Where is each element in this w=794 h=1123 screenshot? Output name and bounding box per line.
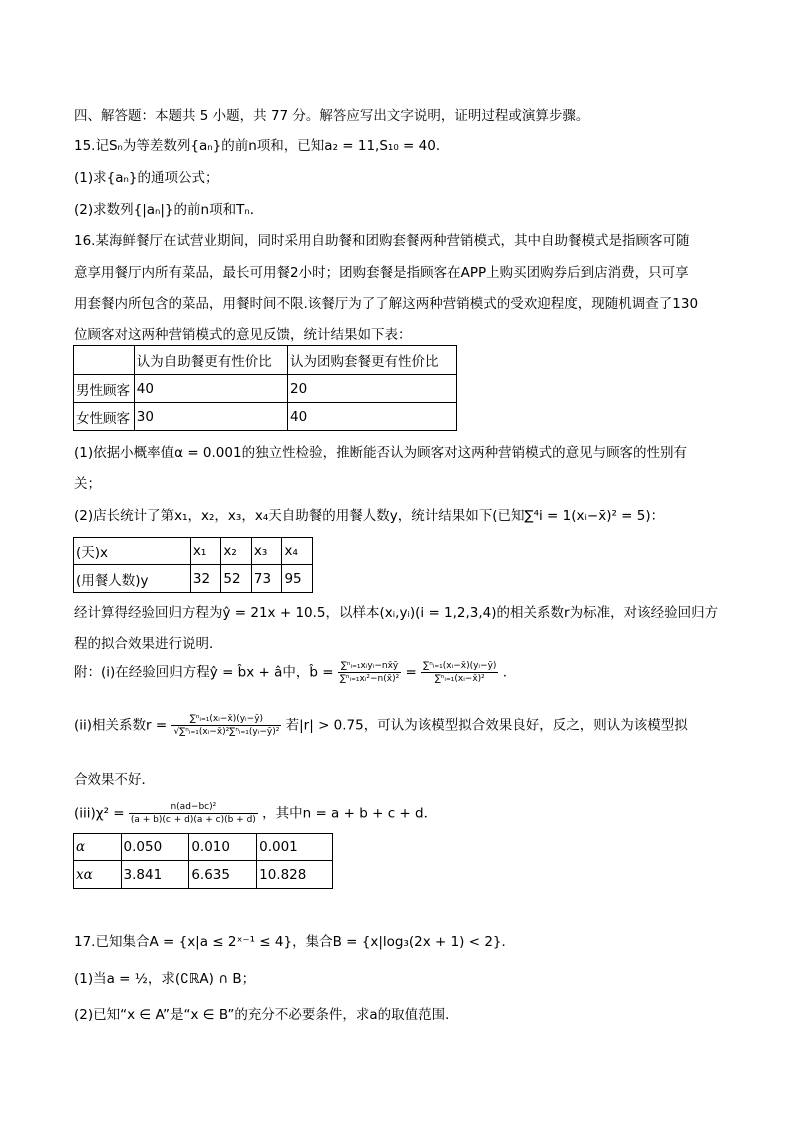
note-i-prefix: 附：(i)在经验回归方程ŷ = b̂x + â中，b̂ = [74, 664, 338, 681]
table-cell: 男性顾客 [74, 375, 135, 403]
table-cell: 30 [134, 403, 287, 431]
table-cell: 10.828 [257, 861, 333, 889]
chi-square-table [73, 833, 333, 889]
table-row [74, 403, 457, 431]
q16-stem-line2: 意享用餐厅内所有菜品，最长可用餐2小时；团购套餐是指顾客在APP上购买团购券后到店消费，只可享 [74, 265, 689, 281]
fraction-numerator: ∑ⁿᵢ₌₁(xᵢ−x̄)(yᵢ−ȳ) [171, 713, 281, 726]
diners-table [73, 537, 313, 593]
table-cell: 0.001 [257, 834, 333, 861]
q17-part1: (1)当a = ½，求(∁ℝA) ∩ B； [74, 971, 256, 987]
q15-stem: 15.记Sₙ为等差数列{aₙ}的前n项和，已知a₂ = 11,S₁₀ = 40． [74, 138, 450, 154]
table-cell: x₁ [190, 538, 221, 565]
note-ii-line2: 合效果不好． [74, 772, 155, 788]
table-cell: 20 [288, 375, 457, 403]
table-row [74, 375, 457, 403]
q16-part2-line2: 经计算得经验回归方程为ŷ = 21x + 10.5，以样本(xᵢ,yᵢ)(i = 1,2,3,4)的相关系数r为标准，对该经验回归方 [74, 605, 719, 621]
note-i-fraction-1 [338, 660, 401, 685]
fraction-denominator: ∑ⁿᵢ₌₁xᵢ²−n(x̄)² [339, 674, 400, 684]
table-cell: 40 [288, 403, 457, 431]
table-cell: 0.010 [189, 834, 257, 861]
table-cell: 认为自助餐更有性价比 [134, 346, 287, 375]
table-cell: x₂ [221, 538, 252, 565]
table-cell: 73 [251, 565, 282, 593]
note-ii-fraction [171, 713, 281, 738]
table-cell: (用餐人数)y [74, 565, 191, 593]
table-cell: x₄ [282, 538, 313, 565]
note-iii-suffix: ，其中n = a + b + c + d． [262, 805, 438, 822]
fraction-denominator: ∑ⁿᵢ₌₁(xᵢ−x̄)² [434, 674, 485, 684]
q15-part2: (2)求数列{|aₙ|}的前n项和Tₙ． [74, 202, 264, 218]
table-cell: 52 [221, 565, 252, 593]
note-ii [74, 713, 688, 738]
q16-part2-line1: (2)店长统计了第x₁，x₂，x₃，x₄天自助餐的用餐人数y，统计结果如下(已知∑⁴i = 1(xᵢ−x̄)² = 5)： [74, 508, 665, 524]
note-iii-fraction [129, 801, 258, 826]
section-header: 四、解答题：本题共 5 小题，共 77 分。解答应写出文字说明，证明过程或演算步骤。 [74, 108, 590, 124]
table-cell: 32 [190, 565, 221, 593]
table-cell: (天)x [74, 538, 191, 565]
q16-part2-line3: 程的拟合效果进行说明． [74, 636, 223, 652]
q17-part2: (2)已知“x ∈ A”是“x ∈ B”的充分不必要条件，求a的取值范围． [74, 1007, 459, 1023]
table-cell: 0.050 [121, 834, 189, 861]
table-cell: 6.635 [189, 861, 257, 889]
equals-sign: = [405, 664, 417, 681]
note-i-fraction-2 [421, 660, 498, 685]
q15-part1: (1)求{aₙ}的通项公式； [74, 170, 219, 186]
table-row [74, 538, 313, 565]
table-row [74, 565, 313, 593]
note-i [74, 660, 507, 685]
table-row [74, 346, 457, 375]
fraction-numerator: ∑ⁿᵢ₌₁(xᵢ−x̄)(yᵢ−ȳ) [423, 661, 497, 671]
note-iii [74, 801, 437, 826]
table-cell: x₃ [251, 538, 282, 565]
table-row [74, 834, 333, 861]
fraction-numerator: n(ad−bc)² [129, 801, 258, 814]
table-cell: 95 [282, 565, 313, 593]
note-iii-prefix: (iii)χ² = [74, 805, 129, 822]
table-cell: 女性顾客 [74, 403, 135, 431]
period: . [502, 664, 507, 681]
q16-part1-line1: (1)依据小概率值α = 0.001的独立性检验，推断能否认为顾客对这两种营销模式的意见与顾客的性别有 [74, 445, 688, 461]
table-cell: 认为团购套餐更有性价比 [288, 346, 457, 375]
note-ii-prefix: (ii)相关系数r = [74, 717, 172, 734]
table-cell: 40 [134, 375, 287, 403]
table-cell [74, 346, 135, 375]
q16-stem-line3: 用套餐内所包含的菜品，用餐时间不限.该餐厅为了了解这两种营销模式的受欢迎程度，现随机调查了130 [74, 296, 699, 312]
fraction-denominator: (a + b)(c + d)(a + c)(b + d) [130, 815, 256, 825]
note-ii-suffix: 若|r| > 0.75，可认为该模型拟合效果良好，反之，则认为该模型拟 [285, 717, 688, 734]
fraction-numerator: ∑ⁿᵢ₌₁xᵢyᵢ−nx̄ȳ [338, 660, 401, 673]
table-cell: xα [74, 861, 122, 889]
q16-part1-line2: 关； [74, 476, 101, 492]
fraction-denominator: √∑ⁿᵢ₌₁(xᵢ−x̄)²∑ⁿᵢ₌₁(yᵢ−ȳ)² [173, 727, 280, 737]
survey-table [73, 345, 457, 431]
q16-stem-line4: 位顾客对这两种营销模式的意见反馈，统计结果如下表： [74, 327, 412, 343]
table-cell: α [74, 834, 122, 861]
q17-stem: 17.已知集合A = {x|a ≤ 2ˣ⁻¹ ≤ 4}，集合B = {x|log₃(2x + 1) < 2}． [74, 934, 516, 950]
table-row [74, 861, 333, 889]
table-cell: 3.841 [121, 861, 189, 889]
q16-stem-line1: 16.某海鲜餐厅在试营业期间，同时采用自助餐和团购套餐两种营销模式，其中自助餐模式是指顾客可随 [74, 233, 690, 249]
